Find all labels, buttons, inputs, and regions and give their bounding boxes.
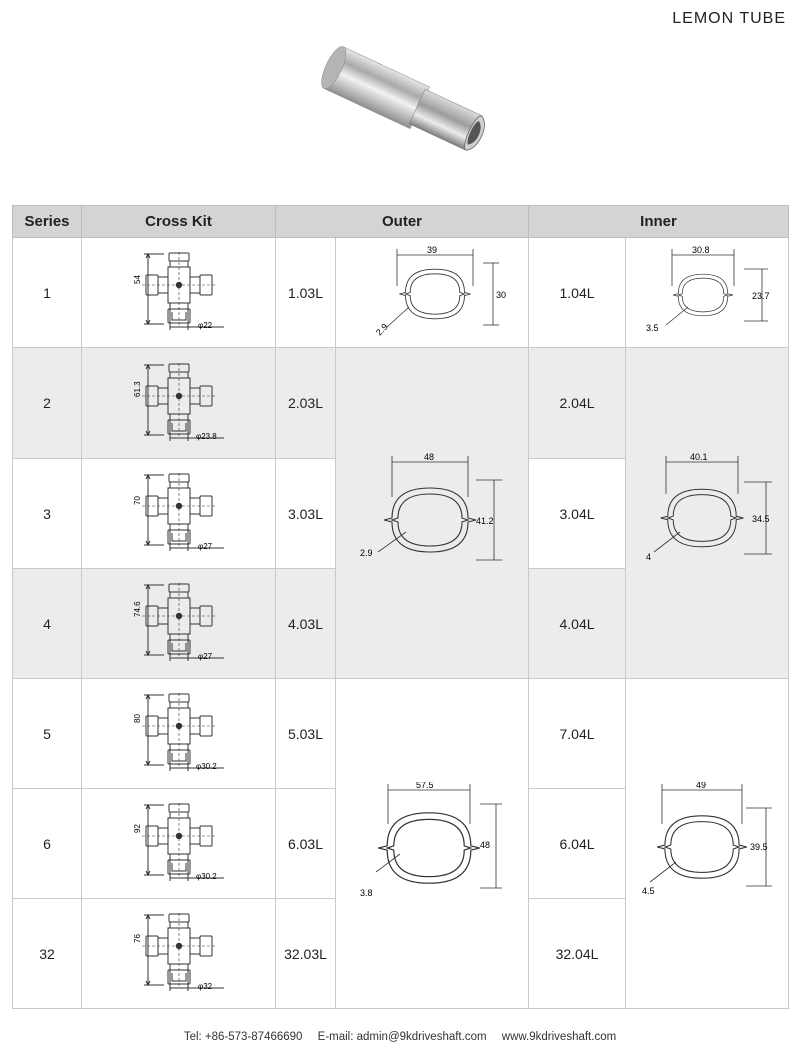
inner-height-label: 23.7 bbox=[752, 291, 770, 301]
cross-kit-cell bbox=[82, 789, 276, 899]
series-cell: 32 bbox=[13, 899, 82, 1009]
inner-thickness-label: 3.5 bbox=[646, 323, 659, 333]
outer-code-cell: 6.03L bbox=[276, 789, 336, 899]
diameter-label: φ30.2 bbox=[195, 872, 217, 881]
inner-code-cell: 7.04L bbox=[529, 679, 626, 789]
series-cell: 2 bbox=[13, 348, 82, 459]
cross-kit-cell bbox=[82, 459, 276, 569]
outer-profile-drawing bbox=[352, 452, 512, 572]
outer-thickness-label: 2.9 bbox=[360, 547, 373, 558]
diameter-label: φ27 bbox=[197, 652, 212, 661]
inner-code-cell: 2.04L bbox=[529, 348, 626, 459]
footer bbox=[0, 1031, 800, 1043]
cross-kit-cell bbox=[82, 899, 276, 1009]
cross-kit-cell bbox=[82, 238, 276, 348]
outer-height-label: 41.2 bbox=[476, 515, 494, 526]
diameter-label: φ30.2 bbox=[195, 762, 217, 771]
inner-code-cell: 3.04L bbox=[529, 459, 626, 569]
cross-kit-drawing bbox=[124, 907, 234, 997]
cross-kit-cell bbox=[82, 679, 276, 789]
height-label: 61.3 bbox=[132, 380, 142, 397]
inner-code-cell: 1.04L bbox=[529, 238, 626, 348]
height-label: 70 bbox=[132, 496, 142, 505]
header-row bbox=[13, 206, 789, 238]
outer-width-label: 48 bbox=[424, 451, 435, 462]
outer-profile-cell bbox=[336, 348, 529, 679]
outer-profile-cell bbox=[336, 238, 529, 348]
cross-kit-cell bbox=[82, 348, 276, 459]
cross-kit-drawing bbox=[124, 577, 234, 667]
diameter-label: φ27 bbox=[197, 542, 212, 551]
height-label: 74.6 bbox=[132, 601, 142, 617]
height-label: 92 bbox=[132, 824, 142, 833]
outer-code-cell: 1.03L bbox=[276, 238, 336, 348]
outer-height-label: 30 bbox=[496, 290, 507, 300]
outer-height-label: 48 bbox=[480, 840, 491, 850]
height-label: 80 bbox=[132, 714, 142, 723]
outer-width-label: 57.5 bbox=[416, 782, 434, 790]
footer-tel: Tel: +86-573-87466690 bbox=[183, 1031, 303, 1043]
cross-kit-drawing bbox=[124, 687, 234, 777]
height-label: 54 bbox=[132, 275, 142, 284]
inner-profile-drawing bbox=[632, 452, 782, 572]
outer-width-label: 39 bbox=[427, 245, 438, 255]
outer-code-cell: 4.03L bbox=[276, 569, 336, 679]
page-title: LEMON TUBE bbox=[672, 10, 786, 27]
series-cell: 5 bbox=[13, 679, 82, 789]
footer-email[interactable]: E-mail: admin@9kdriveshaft.com bbox=[317, 1031, 487, 1043]
outer-profile-drawing bbox=[352, 782, 512, 902]
table-row bbox=[13, 238, 789, 348]
inner-code-cell: 32.04L bbox=[529, 899, 626, 1009]
outer-thickness-label: 3.8 bbox=[360, 888, 373, 898]
inner-profile-cell bbox=[626, 238, 789, 348]
inner-height-label: 34.5 bbox=[752, 513, 770, 524]
cross-kit-drawing bbox=[124, 246, 234, 336]
cross-kit-drawing bbox=[124, 797, 234, 887]
cross-kit-cell bbox=[82, 569, 276, 679]
inner-thickness-label: 4.5 bbox=[642, 886, 655, 896]
outer-thickness-label: 2.9 bbox=[373, 321, 390, 338]
series-cell: 3 bbox=[13, 459, 82, 569]
outer-code-cell: 2.03L bbox=[276, 348, 336, 459]
header-series: Series bbox=[13, 206, 82, 238]
outer-profile-cell bbox=[336, 679, 529, 1009]
outer-code-cell: 32.03L bbox=[276, 899, 336, 1009]
cross-kit-drawing bbox=[124, 357, 234, 447]
diameter-label: φ22 bbox=[197, 321, 212, 330]
footer-website[interactable]: www.9kdriveshaft.com bbox=[501, 1031, 617, 1043]
outer-profile-drawing bbox=[357, 241, 507, 341]
inner-code-cell: 4.04L bbox=[529, 569, 626, 679]
inner-thickness-label: 4 bbox=[646, 551, 652, 562]
inner-profile-drawing bbox=[632, 782, 782, 902]
series-cell: 4 bbox=[13, 569, 82, 679]
spec-table bbox=[12, 205, 789, 1009]
inner-width-label: 49 bbox=[696, 782, 707, 790]
inner-profile-drawing bbox=[632, 241, 782, 341]
table-row bbox=[13, 348, 789, 459]
inner-width-label: 40.1 bbox=[690, 451, 708, 462]
inner-profile-cell bbox=[626, 348, 789, 679]
diameter-label: φ23.8 bbox=[195, 431, 217, 441]
series-cell: 1 bbox=[13, 238, 82, 348]
outer-code-cell: 3.03L bbox=[276, 459, 336, 569]
inner-height-label: 39.5 bbox=[750, 842, 768, 852]
inner-profile-cell bbox=[626, 679, 789, 1009]
series-cell: 6 bbox=[13, 789, 82, 899]
inner-code-cell: 6.04L bbox=[529, 789, 626, 899]
diameter-label: φ32 bbox=[197, 982, 212, 991]
height-label: 76 bbox=[132, 934, 142, 943]
header-cross-kit: Cross Kit bbox=[82, 206, 276, 238]
cross-kit-drawing bbox=[124, 467, 234, 557]
header-outer: Outer bbox=[276, 206, 529, 238]
inner-width-label: 30.8 bbox=[692, 245, 710, 255]
header-inner: Inner bbox=[529, 206, 789, 238]
lemon-tube-image bbox=[295, 28, 505, 178]
table-row bbox=[13, 679, 789, 789]
outer-code-cell: 5.03L bbox=[276, 679, 336, 789]
